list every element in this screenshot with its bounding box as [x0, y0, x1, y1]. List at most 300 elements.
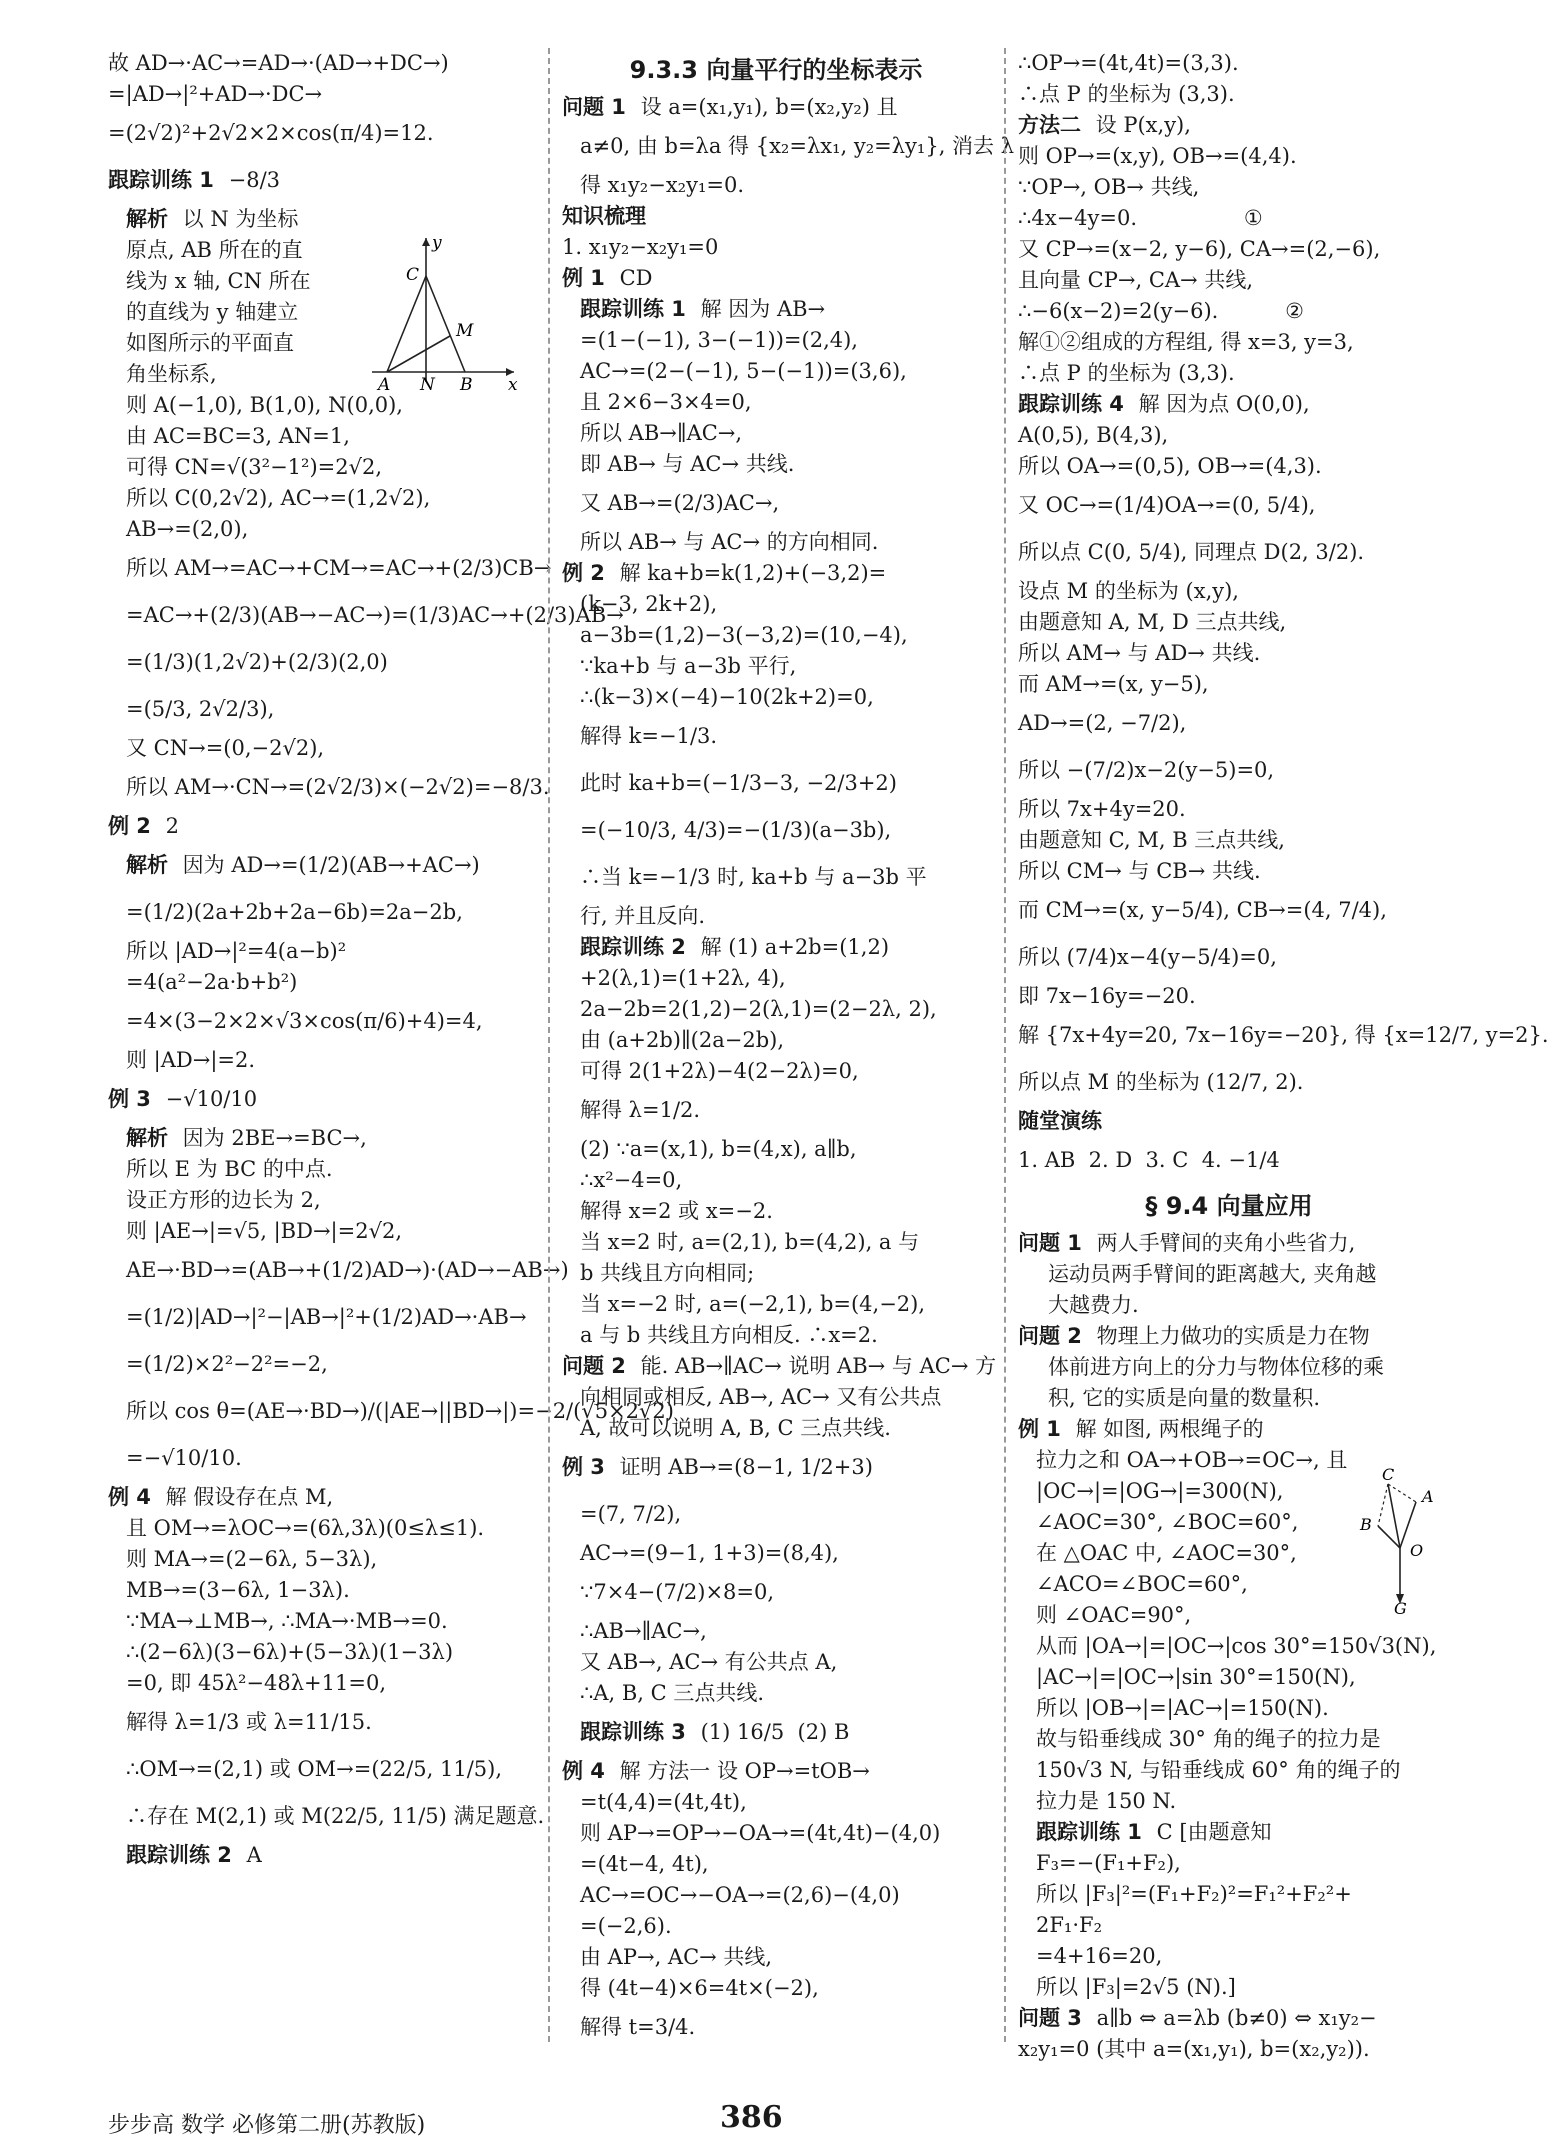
segment-am — [387, 336, 450, 372]
text-line — [1018, 327, 1440, 358]
text-line — [1018, 1290, 1440, 1321]
text-line — [1018, 1848, 1440, 1879]
line-text: |AC→|=|OC→|sin 30°=150(N), — [1036, 1665, 1356, 1689]
text-line — [1018, 1879, 1440, 1910]
text-line — [562, 932, 990, 963]
text-line — [562, 807, 990, 854]
text-line — [562, 558, 990, 589]
text-line — [1018, 607, 1440, 638]
line-text: ∴(k−3)×(−4)−10(2k+2)=0, — [580, 685, 874, 709]
text-line — [562, 1289, 990, 1320]
item-label: 问题 1 — [562, 95, 626, 119]
text-line — [1018, 2034, 1440, 2065]
text-line — [562, 1351, 997, 1382]
label-o: O — [1410, 1541, 1424, 1560]
text-line — [108, 889, 538, 936]
text-line — [108, 48, 538, 79]
text-line — [562, 994, 990, 1025]
text-line — [108, 1482, 538, 1513]
line-text: =−√10/10. — [126, 1446, 242, 1470]
line-text: ∵7×4−(7/2)×8=0, — [580, 1580, 775, 1604]
line-text: 即 7x−16y=−20. — [1018, 984, 1196, 1008]
line-text: 且 2×6−3×4=0, — [580, 390, 752, 414]
line-text: ∴AB→∥AC→, — [580, 1619, 707, 1643]
line-text: =AC→+(2/3)(AB→−AC→)=(1/3)AC→+(2/3)AB→ — [126, 603, 624, 627]
line-text: 2 — [158, 814, 179, 838]
text-line — [562, 1709, 990, 1756]
line-text: 可得 2(1+2λ)−4(2−2λ)=0, — [580, 1059, 859, 1083]
text-line — [562, 1258, 990, 1289]
text-line — [562, 1165, 990, 1196]
coordinate-triangle-figure — [362, 232, 522, 395]
text-line — [108, 204, 538, 235]
column-right — [1018, 48, 1549, 2061]
line-text: 解得 t=3/4. — [580, 2015, 696, 2039]
text-line — [1018, 110, 1440, 141]
text-line — [562, 1227, 990, 1258]
line-text: 向相同或相反, AB→, AC→ 又有公共点 — [580, 1385, 942, 1409]
line-text: 设 P(x,y), — [1089, 113, 1191, 137]
text-line — [1018, 747, 1440, 794]
text-line — [562, 1818, 990, 1849]
text-line — [562, 589, 990, 620]
line-text: 拉力是 150 N. — [1036, 1789, 1177, 1813]
text-line — [562, 123, 1015, 170]
text-line — [562, 1056, 990, 1087]
text-line — [108, 1216, 538, 1247]
line-text: 由 AC=BC=3, AN=1, — [126, 424, 350, 448]
line-text: 且向量 CP→, CA→ 共线, — [1018, 268, 1253, 292]
item-label: 问题 2 — [1018, 1324, 1082, 1348]
line-text: ∵MA→⊥MB→, ∴MA→·MB→=0. — [126, 1609, 448, 1633]
text-line — [562, 263, 990, 294]
label-x: x — [508, 375, 518, 395]
line-text: 又 CP→=(x−2, y−6), CA→=(2,−6), — [1018, 237, 1381, 261]
line-text: 所以 AM→=AC→+CM→=AC→+(2/3)CB→ — [126, 556, 552, 580]
text-line — [562, 901, 990, 932]
text-line — [562, 201, 990, 232]
dashed-cb — [1378, 1484, 1388, 1526]
item-label: 跟踪训练 3 — [580, 1720, 686, 1744]
text-line — [108, 1840, 538, 1871]
line-text: 解 {7x+4y=20, 7x−16y=−20}, 得 {x=12/7, y=2}. — [1018, 1023, 1549, 1047]
line-text: 在 △OAC 中, ∠AOC=30°, — [1036, 1541, 1297, 1565]
label-n: N — [420, 375, 435, 395]
line-text: 物理上力做功的实质是力在物 — [1089, 1324, 1370, 1348]
line-text: 2a−2b=2(1,2)−2(λ,1)=(2−2λ, 2), — [580, 997, 937, 1021]
line-text: ∠AOC=30°, ∠BOC=60°, — [1036, 1510, 1299, 1534]
text-line — [108, 1606, 538, 1637]
text-line — [562, 1538, 990, 1569]
text-line — [108, 110, 538, 157]
line-text: =(1−(−1), 3−(−1))=(2,4), — [580, 328, 858, 352]
line-text: 可得 CN=√(3²−1²)=2√2, — [126, 455, 383, 479]
text-line — [108, 1793, 545, 1840]
item-label: 解析 — [126, 1126, 168, 1150]
item-label: 跟踪训练 4 — [1018, 392, 1124, 416]
text-line — [1018, 1631, 1440, 1662]
text-line — [108, 1746, 538, 1793]
text-line — [108, 545, 552, 592]
line-text: =(5/3, 2√2/3), — [126, 697, 275, 721]
item-label: 例 3 — [108, 1087, 151, 1111]
line-text: CD — [612, 266, 653, 290]
text-line — [1018, 1059, 1440, 1106]
line-text: 又 OC→=(1/4)OA→=(0, 5/4), — [1018, 493, 1316, 517]
item-label: 跟踪训练 2 — [580, 935, 686, 959]
line-text: 150√3 N, 与铅垂线成 60° 角的绳子的 — [1036, 1758, 1401, 1782]
line-text: AD→=(2, −7/2), — [1018, 711, 1187, 735]
line-text: 解 ka+b=k(1,2)+(−3,2)= — [612, 561, 887, 585]
line-text: 大越费力. — [1048, 1293, 1139, 1317]
text-line — [108, 1247, 569, 1294]
line-text: =(1/2)×2²−2²=−2, — [126, 1352, 328, 1376]
text-line — [562, 1569, 990, 1616]
line-text: 解①②组成的方程组, 得 x=3, y=3, — [1018, 330, 1354, 354]
line-text: 解 如图, 两根绳子的 — [1068, 1417, 1264, 1441]
item-label: 例 2 — [108, 814, 151, 838]
item-label: 例 4 — [108, 1485, 151, 1509]
label-b: B — [460, 375, 473, 395]
line-text: 因为 AD→=(1/2)(AB→+AC→) — [176, 853, 480, 877]
text-line — [1018, 1321, 1440, 1352]
item-label: 例 1 — [562, 266, 605, 290]
item-label: 问题 3 — [1018, 2006, 1082, 2030]
text-line — [1018, 700, 1440, 747]
text-line — [108, 1123, 538, 1154]
line-text: 积, 它的实质是向量的数量积. — [1048, 1386, 1321, 1410]
item-label: 解析 — [126, 207, 168, 231]
line-text: 则 MA→=(2−6λ, 5−3λ), — [126, 1547, 378, 1571]
item-label: 解析 — [126, 853, 168, 877]
dashed-ca — [1388, 1484, 1416, 1502]
footer-book-title: 步步高 数学 必修第二册(苏教版) — [108, 2113, 426, 2138]
line-text: 所以 |OB→|=|AC→|=150(N). — [1036, 1696, 1329, 1720]
text-line — [108, 452, 538, 483]
column-divider — [1004, 48, 1006, 2042]
page-number: 386 — [720, 2100, 783, 2135]
label-c: C — [1382, 1465, 1395, 1484]
text-line — [108, 157, 538, 204]
text-line — [562, 1849, 990, 1880]
line-text: ∠ACO=∠BOC=60°, — [1036, 1572, 1248, 1596]
line-text: 原点, AB 所在的直 — [126, 238, 303, 262]
text-line — [562, 1196, 990, 1227]
line-text: 所以 E 为 BC 的中点. — [126, 1157, 333, 1181]
line-text: 体前进方向上的分力与物体位移的乘 — [1048, 1355, 1384, 1379]
text-line — [562, 682, 990, 713]
line-text: ∴A, B, C 三点共线. — [580, 1681, 765, 1705]
text-line — [1018, 1755, 1440, 1786]
item-label: 跟踪训练 1 — [1036, 1820, 1142, 1844]
line-text: ∴存在 M(2,1) 或 M(22/5, 11/5) 满足题意. — [126, 1804, 545, 1828]
line-text: AC→=OC→−OA→=(2,6)−(4,0) — [580, 1883, 900, 1907]
line-text: 由题意知 A, M, D 三点共线, — [1018, 610, 1287, 634]
line-text: 而 CM→=(x, y−5/4), CB→=(4, 7/4), — [1018, 898, 1387, 922]
line-text: 即 AB→ 与 AC→ 共线. — [580, 452, 795, 476]
line-text: 得 (4t−4)×6=4t×(−2), — [580, 1976, 819, 2000]
line-text: 1. x₁y₂−x₂y₁=0 — [562, 235, 719, 259]
line-text: 因为 2BE→=BC→, — [176, 1126, 367, 1150]
line-text: a 与 b 共线且方向相反. ∴x=2. — [580, 1323, 878, 1347]
line-text: 解 假设存在点 M, — [158, 1485, 334, 1509]
text-line — [1018, 1910, 1440, 1941]
line-text: 解得 λ=1/2. — [580, 1098, 701, 1122]
line-text: 故 AD→·AC→=AD→·(AD→+DC→) — [108, 51, 449, 75]
line-text: 解 方法一 设 OP→=tOB→ — [612, 1759, 870, 1783]
line-text: a∥b ⇔ a=λb (b≠0) ⇔ x₁y₂− — [1089, 2006, 1377, 2030]
line-text: 设正方形的边长为 2, — [126, 1188, 321, 1212]
line-text: 当 x=−2 时, a=(−2,1), b=(4,−2), — [580, 1292, 926, 1316]
text-line — [108, 1637, 538, 1668]
line-text: AB→=(2,0), — [126, 517, 249, 541]
text-line — [108, 1341, 538, 1388]
text-line — [1018, 389, 1440, 420]
line-text: 所以 |F₃|=2√5 (N).] — [1036, 1975, 1236, 1999]
text-line — [562, 713, 990, 760]
line-text: 能. AB→∥AC→ 说明 AB→ 与 AC→ 方 — [633, 1354, 997, 1378]
line-text: 此时 ka+b=(−1/3−3, −2/3+2) — [580, 771, 897, 795]
line-text: 解 因为 AB→ — [693, 297, 826, 321]
text-line — [108, 1154, 538, 1185]
line-text: ∴−6(x−2)=2(y−6). ② — [1018, 299, 1304, 323]
line-text: 又 AB→, AC→ 有公共点 A, — [580, 1650, 838, 1674]
line-text: 由题意知 C, M, B 三点共线, — [1018, 828, 1285, 852]
text-line — [1018, 856, 1440, 887]
item-label: 方法二 — [1018, 113, 1081, 137]
text-line — [108, 811, 538, 842]
line-text: =(1/2)|AD→|²−|AB→|²+(1/2)AD→·AB→ — [126, 1305, 527, 1329]
text-line — [1018, 79, 1440, 110]
line-text: =4×(3−2×2×√3×cos(π/6)+4)=4, — [126, 1009, 483, 1033]
line-text: 所以 cos θ=(AE→·BD→)/(|AE→||BD→|)=−2/(√5×2√2) — [126, 1399, 674, 1423]
line-text: 1. AB 2. D 3. C 4. −1/4 — [1018, 1148, 1280, 1172]
text-line — [562, 1413, 990, 1444]
line-text: 解得 k=−1/3. — [580, 724, 718, 748]
line-text: 则 |AE→|=√5, |BD→|=2√2, — [126, 1219, 402, 1243]
line-text: 得 x₁y₂−x₂y₁=0. — [580, 173, 744, 197]
line-text: x₂y₁=0 (其中 a=(x₁,y₁), b=(x₂,y₂)). — [1018, 2037, 1370, 2061]
label-a: A — [1422, 1487, 1434, 1506]
line-text: 行, 并且反向. — [580, 904, 706, 928]
text-line — [562, 387, 990, 418]
line-text: |OC→|=|OG→|=300(N), — [1036, 1479, 1284, 1503]
line-text: 所以 AM→ 与 AD→ 共线. — [1018, 641, 1261, 665]
line-text: A(0,5), B(4,3), — [1018, 423, 1169, 447]
text-line — [562, 963, 990, 994]
text-line — [1018, 934, 1440, 981]
item-label: 随堂演练 — [1018, 1109, 1102, 1133]
line-text: F₃=−(F₁+F₂), — [1036, 1851, 1181, 1875]
line-text: 所以 |AD→|²=4(a−b)² — [126, 939, 347, 963]
item-label: 跟踪训练 1 — [108, 168, 214, 192]
text-line — [562, 651, 990, 682]
text-line — [1018, 296, 1440, 327]
label-y: y — [432, 233, 442, 253]
text-line — [1018, 1414, 1440, 1445]
label-a: A — [378, 375, 391, 395]
text-line — [1018, 1817, 1440, 1848]
text-line — [108, 1699, 538, 1746]
line-text: (k−3, 2k+2), — [580, 592, 718, 616]
item-label: 例 1 — [1018, 1417, 1061, 1441]
line-text: 拉力之和 OA→+OB→=OC→, 且 — [1036, 1448, 1348, 1472]
item-label: 跟踪训练 1 — [580, 297, 686, 321]
line-text: 解得 λ=1/3 或 λ=11/15. — [126, 1710, 372, 1734]
line-text: 所以 CM→ 与 CB→ 共线. — [1018, 859, 1261, 883]
line-text: 则 ∠OAC=90°, — [1036, 1603, 1192, 1627]
text-line — [562, 1134, 990, 1165]
line-text: ∴点 P 的坐标为 (3,3). — [1018, 361, 1235, 385]
line-text: 所以点 M 的坐标为 (12/7, 2). — [1018, 1070, 1304, 1094]
text-line — [108, 936, 538, 967]
line-text: 又 AB→=(2/3)AC→, — [580, 491, 780, 515]
text-line — [1018, 2003, 1440, 2034]
line-text: =t(4,4)=(4t,4t), — [580, 1790, 747, 1814]
text-line — [562, 1616, 990, 1647]
line-text: A — [239, 1843, 262, 1867]
text-line — [562, 1491, 990, 1538]
text-line — [1018, 420, 1440, 451]
text-line — [1018, 48, 1440, 79]
text-line — [1018, 576, 1440, 607]
item-label: 跟踪训练 2 — [126, 1843, 232, 1867]
section-title: 9.3.3 向量平行的坐标表示 — [629, 56, 923, 84]
text-line — [1018, 1724, 1440, 1755]
line-text: 所以 C(0,2√2), AC→=(1,2√2), — [126, 486, 431, 510]
line-text: 解 (1) a+2b=(1,2) — [693, 935, 890, 959]
line-text: ∵OP→, OB→ 共线, — [1018, 175, 1200, 199]
text-line — [1018, 1662, 1440, 1693]
text-line — [1018, 265, 1440, 296]
line-text: −√10/10 — [158, 1087, 258, 1111]
text-line — [108, 686, 538, 733]
line-text: =4(a²−2a·b+b²) — [126, 970, 298, 994]
line-text: =(2√2)²+2√2×2×cos(π/4)=12. — [108, 121, 434, 145]
text-line — [1018, 141, 1440, 172]
text-line — [562, 1678, 990, 1709]
text-line — [108, 592, 624, 639]
text-line — [562, 854, 990, 901]
label-m: M — [456, 321, 474, 341]
text-line — [108, 998, 538, 1045]
text-line — [1018, 529, 1440, 576]
item-label: 例 3 — [562, 1455, 605, 1479]
text-line — [1018, 172, 1440, 203]
y-axis-arrow — [422, 238, 430, 246]
text-line — [562, 620, 990, 651]
line-text: AE→·BD→=(AB→+(1/2)AD→)·(AD→−AB→) — [126, 1258, 569, 1282]
line-text: 所以 |F₃|²=(F₁+F₂)²=F₁²+F₂²+ — [1036, 1882, 1352, 1906]
line-text: 解 因为点 O(0,0), — [1131, 392, 1310, 416]
text-line — [562, 760, 990, 807]
text-line — [562, 325, 990, 356]
line-text: a−3b=(1,2)−3(−3,2)=(10,−4), — [580, 623, 908, 647]
line-text: 证明 AB→=(8−1, 1/2+3) — [612, 1455, 873, 1479]
text-line — [1018, 358, 1440, 389]
text-line — [1018, 1228, 1440, 1259]
text-line — [1018, 1012, 1549, 1059]
line-text: =0, 即 45λ²−48λ+11=0, — [126, 1671, 387, 1695]
text-line — [562, 1756, 990, 1787]
text-line — [108, 1294, 538, 1341]
line-text: b 共线且方向相同; — [580, 1261, 755, 1285]
line-text: 故与铅垂线成 30° 角的绳子的拉力是 — [1036, 1727, 1381, 1751]
text-line — [562, 294, 990, 325]
text-line — [1018, 234, 1440, 265]
text-line — [562, 1647, 990, 1678]
item-label: 知识梳理 — [562, 204, 646, 228]
text-line — [1018, 1941, 1440, 1972]
text-line — [562, 1880, 990, 1911]
line-text: =(−2,6). — [580, 1914, 672, 1938]
line-text: A, 故可以说明 A, B, C 三点共线. — [580, 1416, 891, 1440]
text-line — [1018, 1106, 1440, 1137]
line-text: 所以 AM→·CN→=(2√2/3)×(−2√2)=−8/3. — [126, 775, 550, 799]
line-text: 则 |AD→|=2. — [126, 1048, 256, 1072]
line-text: ∴OP→=(4t,4t)=(3,3). — [1018, 51, 1239, 75]
line-text: 所以 7x+4y=20. — [1018, 797, 1186, 821]
line-text: ∴4x−4y=0. ① — [1018, 206, 1263, 230]
text-line — [108, 421, 538, 452]
line-text: 运动员两手臂间的距离越大, 夹角越 — [1048, 1262, 1377, 1286]
line-text: AC→=(2−(−1), 5−(−1))=(3,6), — [580, 359, 907, 383]
text-line — [108, 1045, 538, 1076]
line-text: 而 AM→=(x, y−5), — [1018, 672, 1209, 696]
text-line — [562, 356, 990, 387]
text-line — [108, 1575, 538, 1606]
line-text: ∴当 k=−1/3 时, ka+b 与 a−3b 平 — [580, 865, 927, 889]
text-line — [562, 480, 990, 527]
line-text: C [由题意知 — [1149, 1820, 1272, 1844]
text-line — [108, 1435, 538, 1482]
line-text: 从而 |OA→|=|OC→|cos 30°=150√3(N), — [1036, 1634, 1437, 1658]
text-line — [1018, 794, 1440, 825]
text-line — [1018, 451, 1440, 482]
text-line — [1018, 1786, 1440, 1817]
line-text: ∵ka+b 与 a−3b 平行, — [580, 654, 797, 678]
line-text: 的直线为 y 轴建立 — [126, 300, 299, 324]
text-line — [562, 232, 990, 263]
text-line — [562, 92, 990, 123]
line-text: =(1/3)(1,2√2)+(2/3)(2,0) — [126, 650, 388, 674]
line-text: 设点 M 的坐标为 (x,y), — [1018, 579, 1239, 603]
line-text: ∴OM→=(2,1) 或 OM→=(22/5, 11/5), — [126, 1757, 503, 1781]
line-text: 当 x=2 时, a=(2,1), b=(4,2), a 与 — [580, 1230, 920, 1254]
text-line — [108, 1544, 538, 1575]
line-text: 由 (a+2b)∥(2a−2b), — [580, 1028, 785, 1052]
text-line — [108, 1388, 674, 1435]
text-line — [562, 1025, 990, 1056]
text-line — [1018, 1383, 1440, 1414]
text-line — [562, 1382, 990, 1413]
text-line — [108, 967, 538, 998]
line-text: 两人手臂间的夹角小些省力, — [1089, 1231, 1356, 1255]
line-text: −8/3 — [221, 168, 281, 192]
text-line — [562, 1320, 990, 1351]
line-text: (2) ∵a=(x,1), b=(4,x), a∥b, — [580, 1137, 857, 1161]
label-b: B — [1360, 1515, 1372, 1534]
text-line — [108, 639, 538, 686]
line-text: =(7, 7/2), — [580, 1502, 682, 1526]
line-text: 所以 −(7/2)x−2(y−5)=0, — [1018, 758, 1275, 782]
line-text: 角坐标系, — [126, 362, 217, 386]
edge-ac — [387, 276, 426, 372]
text-line — [1018, 981, 1440, 1012]
text-line — [1018, 1972, 1440, 2003]
text-line — [562, 1787, 990, 1818]
text-line — [108, 514, 538, 545]
